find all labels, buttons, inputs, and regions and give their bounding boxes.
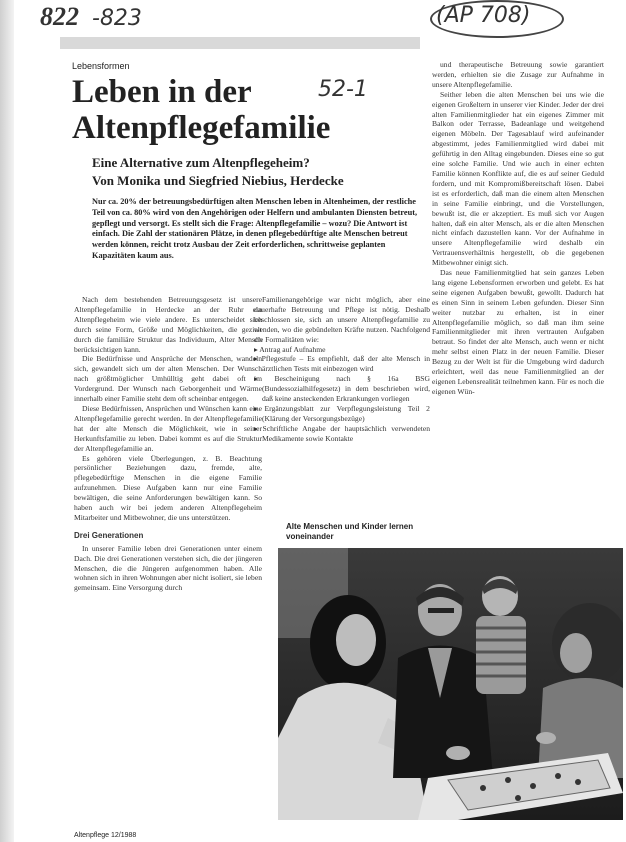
article-authors: Von Monika und Siegfried Niebius, Herdecke [92,173,344,188]
paragraph: Nach dem bestehenden Betreuungsgesetz ist unsere Altenpflegefamilie in Herdecke an der Ruhr ein Altenpflegeheim wie viele andere. Es unterscheidet sich durch seine Form, Größe und Möglichkeiten, die gezielt durch die familiäre Struktur das Individuum, Alter Mensch berücksichtigen kann. [74,295,262,354]
section-heading: Drei Generationen [74,530,144,540]
paragraph: In unserer Familie leben drei Generationen unter einem Dach. Die drei Generationen verstehen sich, die der jüngeren Menschen, die die Jüngeren aufgenommen haben. Alle wohnen sich in ihren Wohnungen aber nicht isoliert, sie leben gemeinsam. Eine Versorgung durch [74,543,262,593]
photo-caption: Alte Menschen und Kinder lernen voneinander [286,522,414,541]
pencil-note: 52-1 [318,77,368,102]
article-title: Leben in der Altenpflegefamilie [72,74,331,146]
kicker-label: Lebensformen [72,61,130,71]
column-1 [74,295,262,825]
list-item: ▸ Schriftliche Angabe der hauptsächlich verwendeten Medikamente sowie Kontakte [254,424,430,444]
family-photo [278,548,623,820]
handwritten-archive-number: (AP 708) [436,3,531,28]
paragraph: Seither leben die alten Menschen bei uns wie die eigenen Großeltern in unserer vier Kinder. Jeder der drei alten Familienmitglieder hat ein eigenes Zimmer mit Balkon oder Terrasse, Badeanlage und weitgehend eigenen Möbeln. Der Tagesablauf wird aufeinander abgestimmt, jedes Familienmitglied wird dabei mit geführtig in den Alltag eingebunden. Dieses eine so gut eine solche Familie. Und wie auch in einer echten Familie können Konflikte auf, die es auf seiner Geduld fordern, und mit Kompromißbereitschaft lösen. Dabei ist es erforderlich, daß man die einem alten Menschen in seine Familie einbringt, und die Vorstellungen, bewußt ist, die er akzeptiert. Es muß sich vor Augen halten, daß ein alter Mensch, als er die alten Menschen nicht einfach dazustellen kann. Vor der Aufnahme in unsere Altenpflegefamilie wird deshalb ein Vertrauensverhältnis hergestellt, ob die gegebenen Mitbewohner einigt sich. [432,89,604,268]
paragraph: Diese Bedürfnissen, Ansprüchen und Wünschen kann eine Altenpflegefamilie gerecht werden. In der Altenpflegefamilie hat der alte Mensch die Möglichkeit, wie in seiner Herkunftsfamilie zu leben. Dabei kommt es auf die Struktur der Altenpflegefamilie an. [74,403,262,453]
article-intro: Nur ca. 20% der betreuungsbedürftigen alten Menschen leben in Altenheimen, der restliche Teil von ca. 80% wird von den Angehörigen oder Helfern und ambulanten Diensten betreut, gepflegt und versorgt. Es stellt sich die Frage: Altenpflegefamilie – wozu? Die Antwort ist einfach. Die Zahl der stationären Plätze, in denen pflegebedürftige alte Menschen betreut werden können, reicht trotz Ausbau der Zeit erforderlichen, schrittweise geplanten Kapazitäten kaum aus. [92,197,418,260]
requirements-list [254,345,430,444]
article-subtitle: Eine Alternative zum Altenpflegeheim? [92,155,310,170]
paragraph: und therapeutische Betreuung sowie garantiert werden, erhielten sie die Zusage zur Aufnahme in unsere Altenpflegefamilie. [432,60,604,89]
scan-edge-shadow [0,0,14,842]
list-item: ▸ Bescheinigung nach § 16a BSG (Bundessozialhilfegesetz) in dem beschrieben wird, daß keine ansteckenden Erkrankungen vorliegen [254,374,430,404]
article-subtitle-block [92,154,422,190]
column-2 [254,295,430,517]
list-item: ▸ Antrag auf Aufnahme [254,345,430,355]
list-item: ▸ Ergänzungsblatt zur Verpflegungsleistung Teil 2 (Klärung der Versorgungsbezüge) [254,404,430,424]
paragraph: Familienangehörige war nicht möglich, aber eine dauerhafte Betreuung und Pflege ist nötig. Deshalb beschlossen sie, sich an unsere Altenpflegefamilie zu wenden, wo die gebündelten Kräfte nutzen. Nachfolgend die Formalitäten wie: [254,295,430,344]
paragraph: Es gehören viele Überlegungen, z. B. Beachtung persönlicher Beziehungen dazu, fremde, alte, pflegebedürftige Menschen in die eigene Familie aufzunehmen. Diese Aufgaben kann nur eine Familie bewältigen, die seine Anforderungen bewältigen kann. So haben auch wir bei jedem anderen Altenpflegeheim Mitarbeiter und Mitbewohner, die uns unterstützen. [74,453,262,522]
family-photo-illustration [278,548,623,820]
header-bar [60,37,420,49]
paragraph: Die Bedürfnisse und Ansprüche der Menschen, wandeln sich, gewandelt sich um der alten Menschen. Der Wunsch nach größtmöglicher Umhülltig geht dabei oft im Vordergrund. Der Wunsch nach Geborgenheit und Wärme innerhalb einer Familie steht dem oft scheinbar entgegen. [74,354,262,404]
footer-source: Altenpflege 12/1988 [74,832,137,839]
page-number: 822 [40,2,79,31]
list-item: ▸ Pflegestufe – Es empfiehlt, daß der alte Mensch in ärztlichen Tests mit einbezogen wird [254,354,430,374]
handwritten-page-range: -823 [92,6,142,31]
paragraph: Das neue Familienmitglied hat sein ganzes Leben lang eigene Lebensformen erworben und gelebt. Es hat seine eigenen Aufgaben bewußt, gewollt. Dadurch hat es einen Sinn in seinem Leben gefunden. Dieser Sinn weiter nutzbar zu erhalten, ist in einer Altenpflegefamilie möglich, so daß man ihm seine Familienmitglieder mit ihren vertrauten Aufgaben betraut. So findet der alte Mensch, auch wenn er nicht mehr selbst einen Platz in der neuen Familie. Dieser Bezug zu der Welt ist für die Umgebung wird dadurch erleichtert, weil das neue Familienmitglied an der eigenen Lebensrealität teilnehmen kann. Für es noch die eigenen Wün- [432,268,604,396]
column-3 [432,60,604,544]
